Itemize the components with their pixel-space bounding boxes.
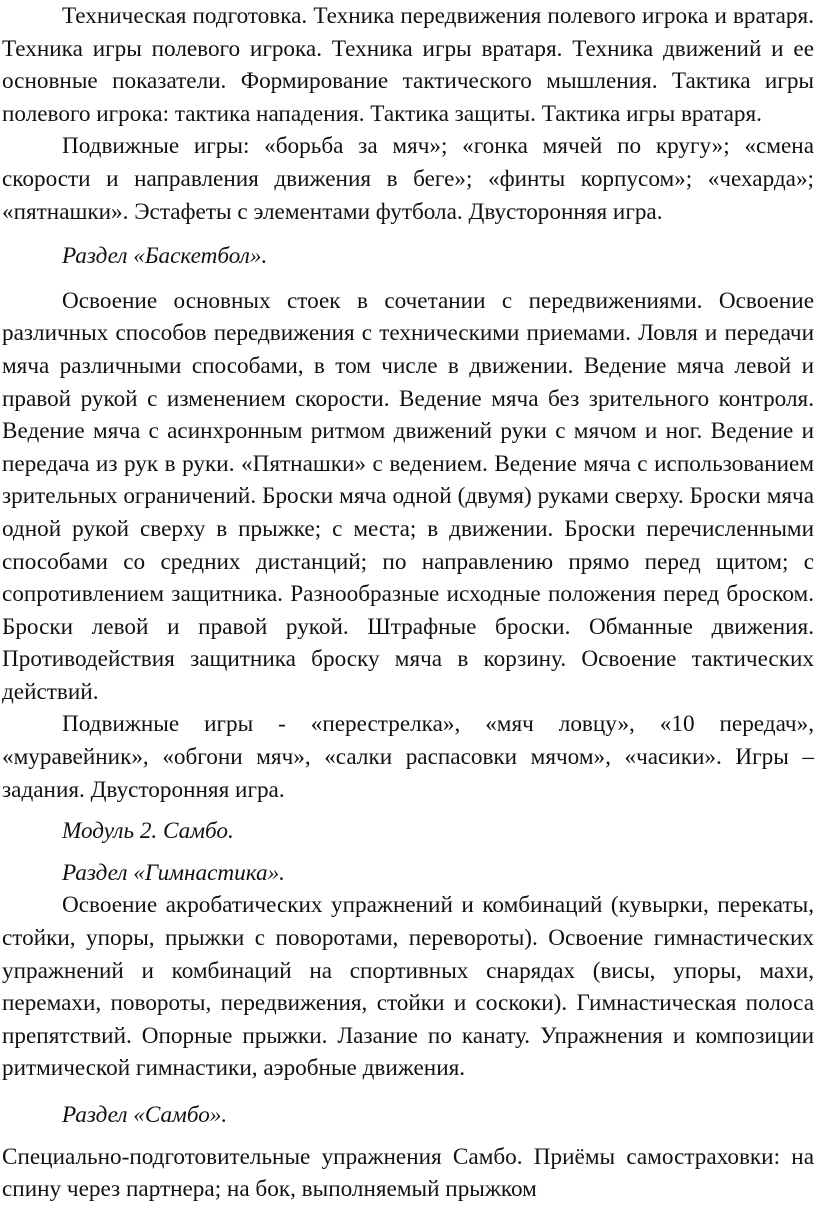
section-heading-gymnastics: Раздел «Гимнастика». — [62, 859, 285, 886]
paragraph-outdoor-games-basketball: Подвижные игры - «перестрелка», «мяч ловцу», «10 передач», «муравейник», «обгони мяч», «салки распасовки мячом», «часики». Игры – задания. Двусторонняя игра. — [2, 711, 814, 803]
section-heading-sambo: Раздел «Самбо». — [62, 1102, 228, 1128]
paragraph-sambo-exercises: Специально-подготовительные упражнения Самбо. Приёмы самостраховки: на спину через партнера; на бок, выполняемый прыжком — [2, 1143, 814, 1203]
module-heading-sambo: Модуль 2. Самбо. — [62, 818, 234, 845]
paragraph-outdoor-games-football: Подвижные игры: «борьба за мяч»; «гонка мячей по кругу»; «смена скорости и направления движения в беге»; «финты корпусом»; «чехарда»; «пятнашки». Эстафеты с элементами футбола. Двусторонняя игра. — [2, 133, 814, 225]
section-heading-basketball: Раздел «Баскетбол». — [62, 243, 268, 270]
paragraph-basketball-techniques: Освоение основных стоек в сочетании с передвижениями. Освоение различных способов передвижения с техническими приемами. Ловля и передачи мяча различными способами, в том числе в движении. Ведение мяча левой и правой рукой с изменением скорости. Ведение мяча без зрительного контроля. Ведение мяча с асинхронным ритмом движений руки с мячом и ног. Ведение и передача из рук в руки. «Пятнашки» с ведением. Ведение мяча с использованием зрительных ограничений. Броски мяча одной (двумя) руками сверху. Броски мяча одной рукой сверху в прыжке; с места; в движении. Броски перечисленными способами со средних дистанций; по направлению прямо перед щитом; с сопротивлением защитника. Разнообразные исходные положения перед броском. Броски левой и правой рукой. Штрафные броски. Обманные движения. Противодействия защитника броску мяча в корзину. Освоение тактических действий. — [2, 287, 814, 705]
paragraph-gymnastics-exercises: Освоение акробатических упражнений и комбинаций (кувырки, перекаты, стойки, упоры, прыжки с поворотами, перевороты). Освоение гимнастических упражнений и комбинаций на спортивных снарядах (висы, упоры, махи, перемахи, повороты, передвижения, стойки и соскоки). Гимнастическая полоса препятствий. Опорные прыжки. Лазание по канату. Упражнения и композиции ритмической гимнастики, аэробные движения. — [2, 892, 814, 1082]
paragraph-technical-preparation: Техническая подготовка. Техника передвижения полевого игрока и вратаря. Техника игры полевого игрока. Техника игры вратаря. Техника движений и ее основные показатели. Формирование тактического мышления. Тактика игры полевого игрока: тактика нападения. Тактика защиты. Тактика игры вратаря. — [2, 3, 814, 127]
document-page — [2, 0, 814, 1206]
